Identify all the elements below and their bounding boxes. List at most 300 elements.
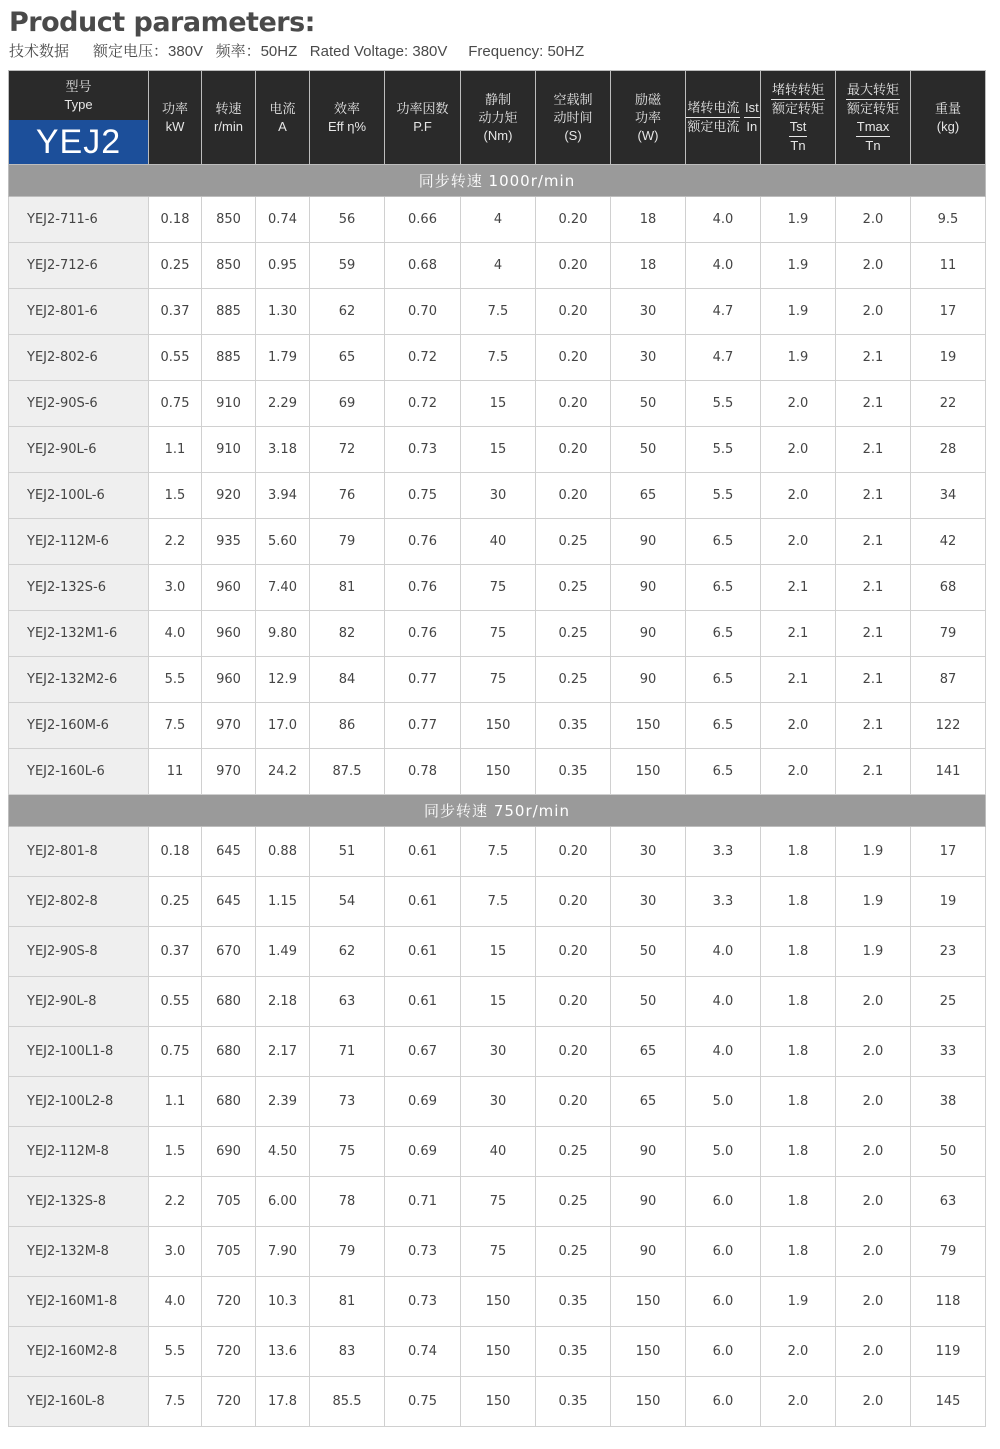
value-cell: 33 [911,1027,986,1077]
value-cell: 65 [310,335,385,381]
value-cell: 1.1 [149,427,202,473]
header-speed: 转速 r/min [202,71,256,165]
value-cell: 0.20 [536,427,611,473]
table-row [9,1327,986,1377]
value-cell: 2.0 [836,1027,911,1077]
model-cell: YEJ2-100L-6 [9,473,149,519]
value-cell: 3.3 [686,877,761,927]
value-cell: 42 [911,519,986,565]
table-row [9,827,986,877]
header-efficiency: 效率 Eff η% [310,71,385,165]
value-cell: 7.40 [256,565,310,611]
value-cell: 0.20 [536,197,611,243]
value-cell: 2.18 [256,977,310,1027]
value-cell: 63 [310,977,385,1027]
value-cell: 0.25 [536,1227,611,1277]
table-row [9,611,986,657]
value-cell: 0.75 [385,1377,461,1427]
value-cell: 0.61 [385,827,461,877]
value-cell: 2.0 [836,1177,911,1227]
model-cell: YEJ2-801-8 [9,827,149,877]
table-row [9,1277,986,1327]
value-cell: 2.1 [761,611,836,657]
model-cell: YEJ2-90L-6 [9,427,149,473]
value-cell: 9.80 [256,611,310,657]
value-cell: 6.0 [686,1277,761,1327]
value-cell: 87.5 [310,749,385,795]
table-row [9,703,986,749]
value-cell: 75 [461,1227,536,1277]
value-cell: 910 [202,427,256,473]
table-row [9,927,986,977]
value-cell: 69 [310,381,385,427]
model-cell: YEJ2-132M-8 [9,1227,149,1277]
value-cell: 0.73 [385,1227,461,1277]
value-cell: 65 [611,473,686,519]
value-cell: 150 [611,1277,686,1327]
model-cell: YEJ2-112M-8 [9,1127,149,1177]
model-cell: YEJ2-132M1-6 [9,611,149,657]
value-cell: 50 [611,381,686,427]
value-cell: 1.9 [836,827,911,877]
value-cell: 17 [911,827,986,877]
value-cell: 0.67 [385,1027,461,1077]
value-cell: 75 [461,657,536,703]
value-cell: 150 [461,703,536,749]
value-cell: 0.20 [536,1027,611,1077]
value-cell: 0.75 [385,473,461,519]
value-cell: 850 [202,243,256,289]
value-cell: 6.5 [686,703,761,749]
value-cell: 1.8 [761,1177,836,1227]
value-cell: 18 [611,197,686,243]
value-cell: 645 [202,827,256,877]
table-row [9,977,986,1027]
value-cell: 150 [611,1377,686,1427]
value-cell: 1.49 [256,927,310,977]
value-cell: 90 [611,565,686,611]
value-cell: 7.5 [461,827,536,877]
table-row [9,289,986,335]
value-cell: 3.0 [149,1227,202,1277]
value-cell: 4.0 [686,1027,761,1077]
value-cell: 720 [202,1377,256,1427]
table-row [9,565,986,611]
model-cell: YEJ2-112M-6 [9,519,149,565]
value-cell: 0.25 [536,1127,611,1177]
value-cell: 9.5 [911,197,986,243]
value-cell: 23 [911,927,986,977]
value-cell: 30 [611,877,686,927]
value-cell: 3.94 [256,473,310,519]
value-cell: 150 [461,1327,536,1377]
value-cell: 2.0 [836,243,911,289]
value-cell: 83 [310,1327,385,1377]
value-cell: 11 [149,749,202,795]
value-cell: 5.5 [686,381,761,427]
subtitle-en-voltage: Rated Voltage: 380V [309,43,448,60]
table-row [9,427,986,473]
value-cell: 705 [202,1177,256,1227]
value-cell: 15 [461,977,536,1027]
value-cell: 0.75 [149,381,202,427]
subtitle-line [9,42,584,62]
value-cell: 30 [461,1077,536,1127]
table-row [9,1127,986,1177]
value-cell: 6.0 [686,1177,761,1227]
value-cell: 0.71 [385,1177,461,1227]
value-cell: 7.5 [461,335,536,381]
value-cell: 1.5 [149,473,202,519]
value-cell: 0.73 [385,427,461,473]
value-cell: 54 [310,877,385,927]
value-cell: 150 [461,1277,536,1327]
value-cell: 4.7 [686,335,761,381]
value-cell: 680 [202,1077,256,1127]
model-cell: YEJ2-711-6 [9,197,149,243]
value-cell: 145 [911,1377,986,1427]
value-cell: 0.35 [536,749,611,795]
value-cell: 15 [461,381,536,427]
value-cell: 62 [310,289,385,335]
value-cell: 0.20 [536,827,611,877]
value-cell: 0.72 [385,381,461,427]
value-cell: 15 [461,927,536,977]
header-power-factor: 功率因数 P.F [385,71,461,165]
value-cell: 0.78 [385,749,461,795]
model-cell: YEJ2-802-8 [9,877,149,927]
value-cell: 4.0 [686,927,761,977]
value-cell: 0.20 [536,927,611,977]
model-cell: YEJ2-160M2-8 [9,1327,149,1377]
table-row [9,749,986,795]
value-cell: 5.5 [686,427,761,473]
value-cell: 0.72 [385,335,461,381]
model-cell: YEJ2-160M1-8 [9,1277,149,1327]
value-cell: 935 [202,519,256,565]
value-cell: 7.90 [256,1227,310,1277]
value-cell: 2.1 [836,427,911,473]
value-cell: 19 [911,335,986,381]
value-cell: 122 [911,703,986,749]
model-cell: YEJ2-90L-8 [9,977,149,1027]
value-cell: 0.61 [385,927,461,977]
value-cell: 2.0 [761,703,836,749]
value-cell: 0.55 [149,977,202,1027]
value-cell: 2.0 [761,1377,836,1427]
subtitle-cn-label: 技术数据 [9,43,70,60]
value-cell: 0.95 [256,243,310,289]
value-cell: 11 [911,243,986,289]
value-cell: 0.76 [385,519,461,565]
value-cell: 960 [202,565,256,611]
value-cell: 2.1 [836,657,911,703]
value-cell: 15 [461,427,536,473]
value-cell: 970 [202,703,256,749]
value-cell: 118 [911,1277,986,1327]
value-cell: 72 [310,427,385,473]
value-cell: 90 [611,1177,686,1227]
value-cell: 59 [310,243,385,289]
value-cell: 0.61 [385,977,461,1027]
header-locked-current-ratio: $\frac{\text{堵转电流}}{\text{额定电流}}$ $\frac{\text{Ist}}{In}$ [686,71,761,165]
value-cell: 885 [202,335,256,381]
value-cell: 2.0 [836,1277,911,1327]
value-cell: 2.0 [836,1227,911,1277]
value-cell: 76 [310,473,385,519]
header-static-braking-torque: 静制 动力矩 (Nm) [461,71,536,165]
model-cell: YEJ2-160L-8 [9,1377,149,1427]
value-cell: 6.5 [686,565,761,611]
table-row [9,243,986,289]
value-cell: 25 [911,977,986,1027]
value-cell: 0.25 [149,877,202,927]
value-cell: 0.35 [536,703,611,749]
value-cell: 75 [461,1177,536,1227]
table-row [9,197,986,243]
series-badge: YEJ2 [9,120,148,164]
value-cell: 1.9 [761,1277,836,1327]
value-cell: 90 [611,519,686,565]
value-cell: 30 [611,827,686,877]
value-cell: 2.0 [761,519,836,565]
value-cell: 19 [911,877,986,927]
value-cell: 0.76 [385,565,461,611]
value-cell: 17.0 [256,703,310,749]
table-row [9,473,986,519]
value-cell: 17.8 [256,1377,310,1427]
value-cell: 705 [202,1227,256,1277]
value-cell: 0.76 [385,611,461,657]
value-cell: 0.73 [385,1277,461,1327]
value-cell: 2.0 [836,1077,911,1127]
value-cell: 5.5 [686,473,761,519]
value-cell: 2.1 [836,381,911,427]
table-row [9,519,986,565]
value-cell: 0.25 [536,519,611,565]
value-cell: 0.35 [536,1377,611,1427]
value-cell: 0.25 [149,243,202,289]
value-cell: 0.20 [536,877,611,927]
value-cell: 5.60 [256,519,310,565]
value-cell: 0.18 [149,197,202,243]
value-cell: 81 [310,565,385,611]
value-cell: 40 [461,519,536,565]
value-cell: 7.5 [461,877,536,927]
value-cell: 0.69 [385,1077,461,1127]
value-cell: 5.5 [149,657,202,703]
value-cell: 0.25 [536,1177,611,1227]
value-cell: 2.1 [836,565,911,611]
value-cell: 0.25 [536,657,611,703]
model-cell: YEJ2-160L-6 [9,749,149,795]
value-cell: 150 [611,749,686,795]
value-cell: 0.37 [149,927,202,977]
value-cell: 30 [611,289,686,335]
value-cell: 56 [310,197,385,243]
subtitle-en-frequency: Frequency: 50HZ [468,43,585,60]
subtitle-cn-frequency: 频率：50HZ [215,43,298,60]
value-cell: 1.8 [761,1127,836,1177]
value-cell: 0.77 [385,657,461,703]
value-cell: 81 [310,1277,385,1327]
header-current: 电流 A [256,71,310,165]
value-cell: 2.0 [761,427,836,473]
value-cell: 850 [202,197,256,243]
value-cell: 0.18 [149,827,202,877]
value-cell: 2.1 [836,473,911,519]
value-cell: 1.5 [149,1127,202,1177]
value-cell: 79 [911,611,986,657]
value-cell: 79 [911,1227,986,1277]
value-cell: 68 [911,565,986,611]
value-cell: 2.1 [836,335,911,381]
value-cell: 5.5 [149,1327,202,1377]
value-cell: 0.77 [385,703,461,749]
value-cell: 86 [310,703,385,749]
value-cell: 0.88 [256,827,310,877]
value-cell: 1.8 [761,827,836,877]
value-cell: 6.5 [686,749,761,795]
table-row [9,1227,986,1277]
value-cell: 920 [202,473,256,519]
table-row [9,335,986,381]
value-cell: 2.1 [836,703,911,749]
value-cell: 1.8 [761,877,836,927]
value-cell: 30 [611,335,686,381]
value-cell: 18 [611,243,686,289]
model-cell: YEJ2-132S-8 [9,1177,149,1227]
section-label: 同步转速 750r/min [9,795,986,827]
value-cell: 2.0 [836,1377,911,1427]
value-cell: 0.20 [536,243,611,289]
value-cell: 119 [911,1327,986,1377]
value-cell: 1.9 [836,877,911,927]
value-cell: 5.0 [686,1127,761,1177]
value-cell: 75 [461,565,536,611]
value-cell: 4 [461,197,536,243]
value-cell: 2.0 [761,749,836,795]
value-cell: 82 [310,611,385,657]
value-cell: 51 [310,827,385,877]
value-cell: 78 [310,1177,385,1227]
value-cell: 4.0 [149,611,202,657]
value-cell: 30 [461,473,536,519]
model-cell: YEJ2-90S-6 [9,381,149,427]
value-cell: 150 [611,1327,686,1377]
value-cell: 7.5 [149,1377,202,1427]
value-cell: 0.68 [385,243,461,289]
value-cell: 7.5 [461,289,536,335]
value-cell: 2.0 [761,473,836,519]
value-cell: 0.20 [536,289,611,335]
model-cell: YEJ2-132M2-6 [9,657,149,703]
value-cell: 4 [461,243,536,289]
value-cell: 2.17 [256,1027,310,1077]
value-cell: 2.0 [836,197,911,243]
value-cell: 3.3 [686,827,761,877]
value-cell: 22 [911,381,986,427]
value-cell: 84 [310,657,385,703]
value-cell: 0.37 [149,289,202,335]
header-type-en: Type [64,96,93,112]
value-cell: 3.18 [256,427,310,473]
value-cell: 150 [461,749,536,795]
model-cell: YEJ2-100L2-8 [9,1077,149,1127]
model-cell: YEJ2-801-6 [9,289,149,335]
value-cell: 4.7 [686,289,761,335]
table-body [9,165,986,1427]
table-row [9,1077,986,1127]
value-cell: 2.1 [836,749,911,795]
value-cell: 40 [461,1127,536,1177]
value-cell: 4.0 [686,243,761,289]
value-cell: 645 [202,877,256,927]
value-cell: 0.20 [536,335,611,381]
value-cell: 0.25 [536,611,611,657]
model-cell: YEJ2-132S-6 [9,565,149,611]
header-excitation-power: 励磁 功率 (W) [611,71,686,165]
value-cell: 1.8 [761,1227,836,1277]
value-cell: 7.5 [149,703,202,749]
header-type-cn: 型号 [65,78,92,94]
value-cell: 0.25 [536,565,611,611]
value-cell: 885 [202,289,256,335]
value-cell: 90 [611,611,686,657]
section-label: 同步转速 1000r/min [9,165,986,197]
value-cell: 1.9 [761,289,836,335]
header-weight: 重量 (kg) [911,71,986,165]
value-cell: 90 [611,657,686,703]
value-cell: 960 [202,657,256,703]
value-cell: 1.79 [256,335,310,381]
value-cell: 0.20 [536,473,611,519]
table-row [9,877,986,927]
value-cell: 2.1 [836,611,911,657]
value-cell: 87 [911,657,986,703]
value-cell: 65 [611,1027,686,1077]
value-cell: 1.8 [761,977,836,1027]
value-cell: 2.39 [256,1077,310,1127]
value-cell: 38 [911,1077,986,1127]
value-cell: 1.8 [761,927,836,977]
value-cell: 0.69 [385,1127,461,1177]
value-cell: 0.75 [149,1027,202,1077]
table-row [9,1027,986,1077]
value-cell: 960 [202,611,256,657]
value-cell: 690 [202,1127,256,1177]
header-max-torque-ratio: $\frac{\text{最大转矩}}{\text{额定转矩}}$ $\frac{Tmax}{Tn}$ [836,71,911,165]
value-cell: 6.0 [686,1327,761,1377]
value-cell: 2.1 [836,519,911,565]
value-cell: 910 [202,381,256,427]
value-cell: 90 [611,1127,686,1177]
value-cell: 2.1 [761,565,836,611]
value-cell: 720 [202,1277,256,1327]
value-cell: 5.0 [686,1077,761,1127]
model-cell: YEJ2-160M-6 [9,703,149,749]
value-cell: 4.0 [149,1277,202,1327]
value-cell: 1.30 [256,289,310,335]
value-cell: 0.66 [385,197,461,243]
value-cell: 28 [911,427,986,473]
value-cell: 1.1 [149,1077,202,1127]
value-cell: 73 [310,1077,385,1127]
value-cell: 85.5 [310,1377,385,1427]
value-cell: 0.74 [385,1327,461,1377]
value-cell: 6.5 [686,611,761,657]
section-header-row [9,165,986,197]
